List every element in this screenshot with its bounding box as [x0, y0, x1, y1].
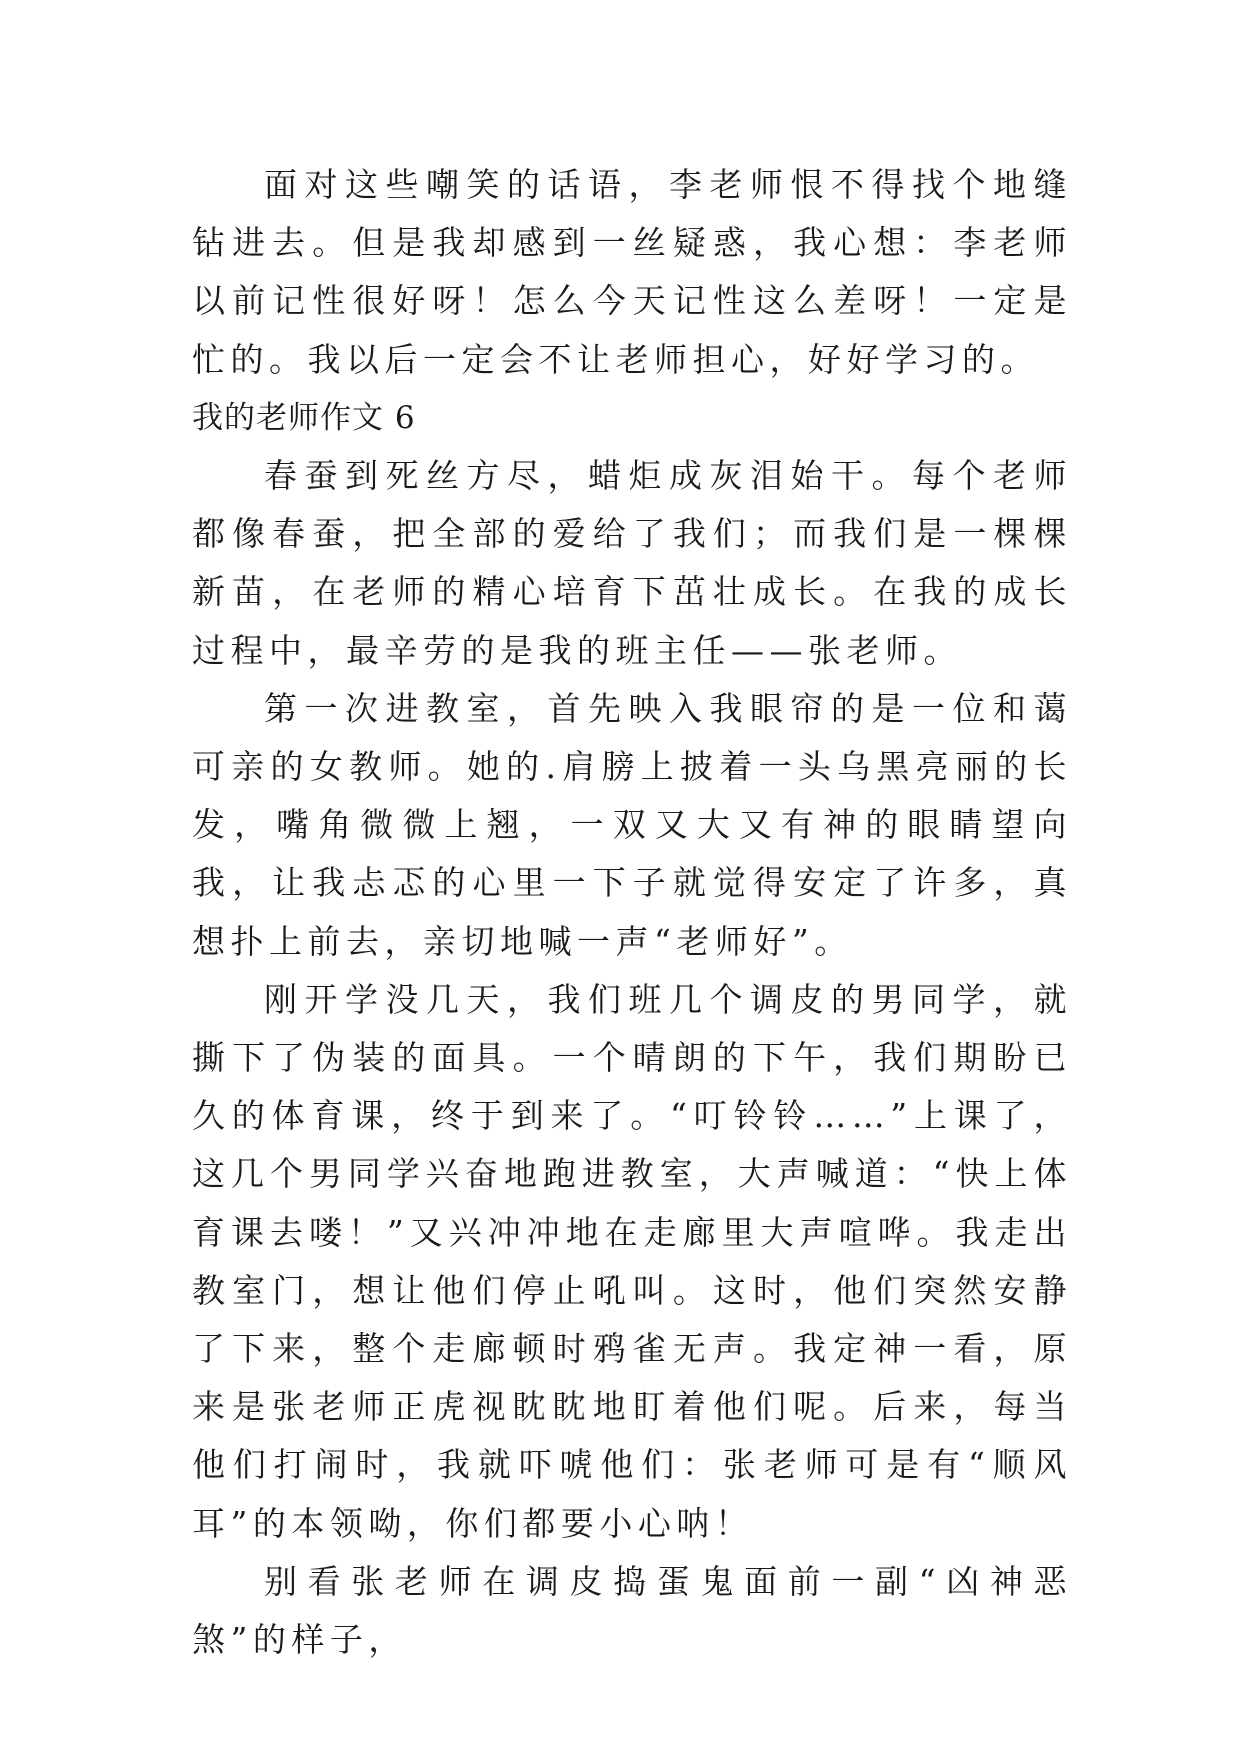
paragraph-4: 刚开学没几天，我们班几个调皮的男同学，就撕下了伪装的面具。一个晴朗的下午，我们期盼已久的体育课，终于到来了。“叮铃铃……”上课了，这几个男同学兴奋地跑进教室，大声喊道：“快上体育课去喽！”又兴冲冲地在走廊里大声喧哗。我走出教室门，想让他们停止吼叫。这时，他们突然安静了下来，整个走廊顿时鸦雀无声。我定神一看，原来是张老师正虎视眈眈地盯着他们呢。后来，每当他们打闹时，我就吓唬他们：张老师可是有“顺风耳”的本领呦，你们都要小心呐！ — [192, 979, 1072, 1543]
paragraph-5: 别看张老师在调皮捣蛋鬼面前一副“凶神恶煞”的样子， — [192, 1561, 1072, 1660]
section-heading: 我的老师作文 6 — [192, 399, 416, 436]
paragraph-1: 面对这些嘲笑的话语，李老师恨不得找个地缝钻进去。但是我却感到一丝疑惑，我心想：李老师以前记性很好呀！怎么今天记性这么差呀！一定是忙的。我以后一定会不让老师担心，好好学习的。 — [192, 165, 1072, 379]
paragraph-3: 第一次进教室，首先映入我眼帘的是一位和蔼可亲的女教师。她的.肩膀上披着一头乌黑亮丽的长发，嘴角微微上翘，一双又大又有神的眼睛望向我，让我忐忑的心里一下子就觉得安定了许多，真想扑上前去，亲切地喊一声“老师好”。 — [192, 688, 1072, 961]
paragraph-2: 春蚕到死丝方尽，蜡炬成灰泪始干。每个老师都像春蚕，把全部的爱给了我们；而我们是一棵棵新苗，在老师的精心培育下茁壮成长。在我的成长过程中，最辛劳的是我的班主任——张老师。 — [192, 456, 1072, 670]
document-body — [192, 156, 1072, 1669]
